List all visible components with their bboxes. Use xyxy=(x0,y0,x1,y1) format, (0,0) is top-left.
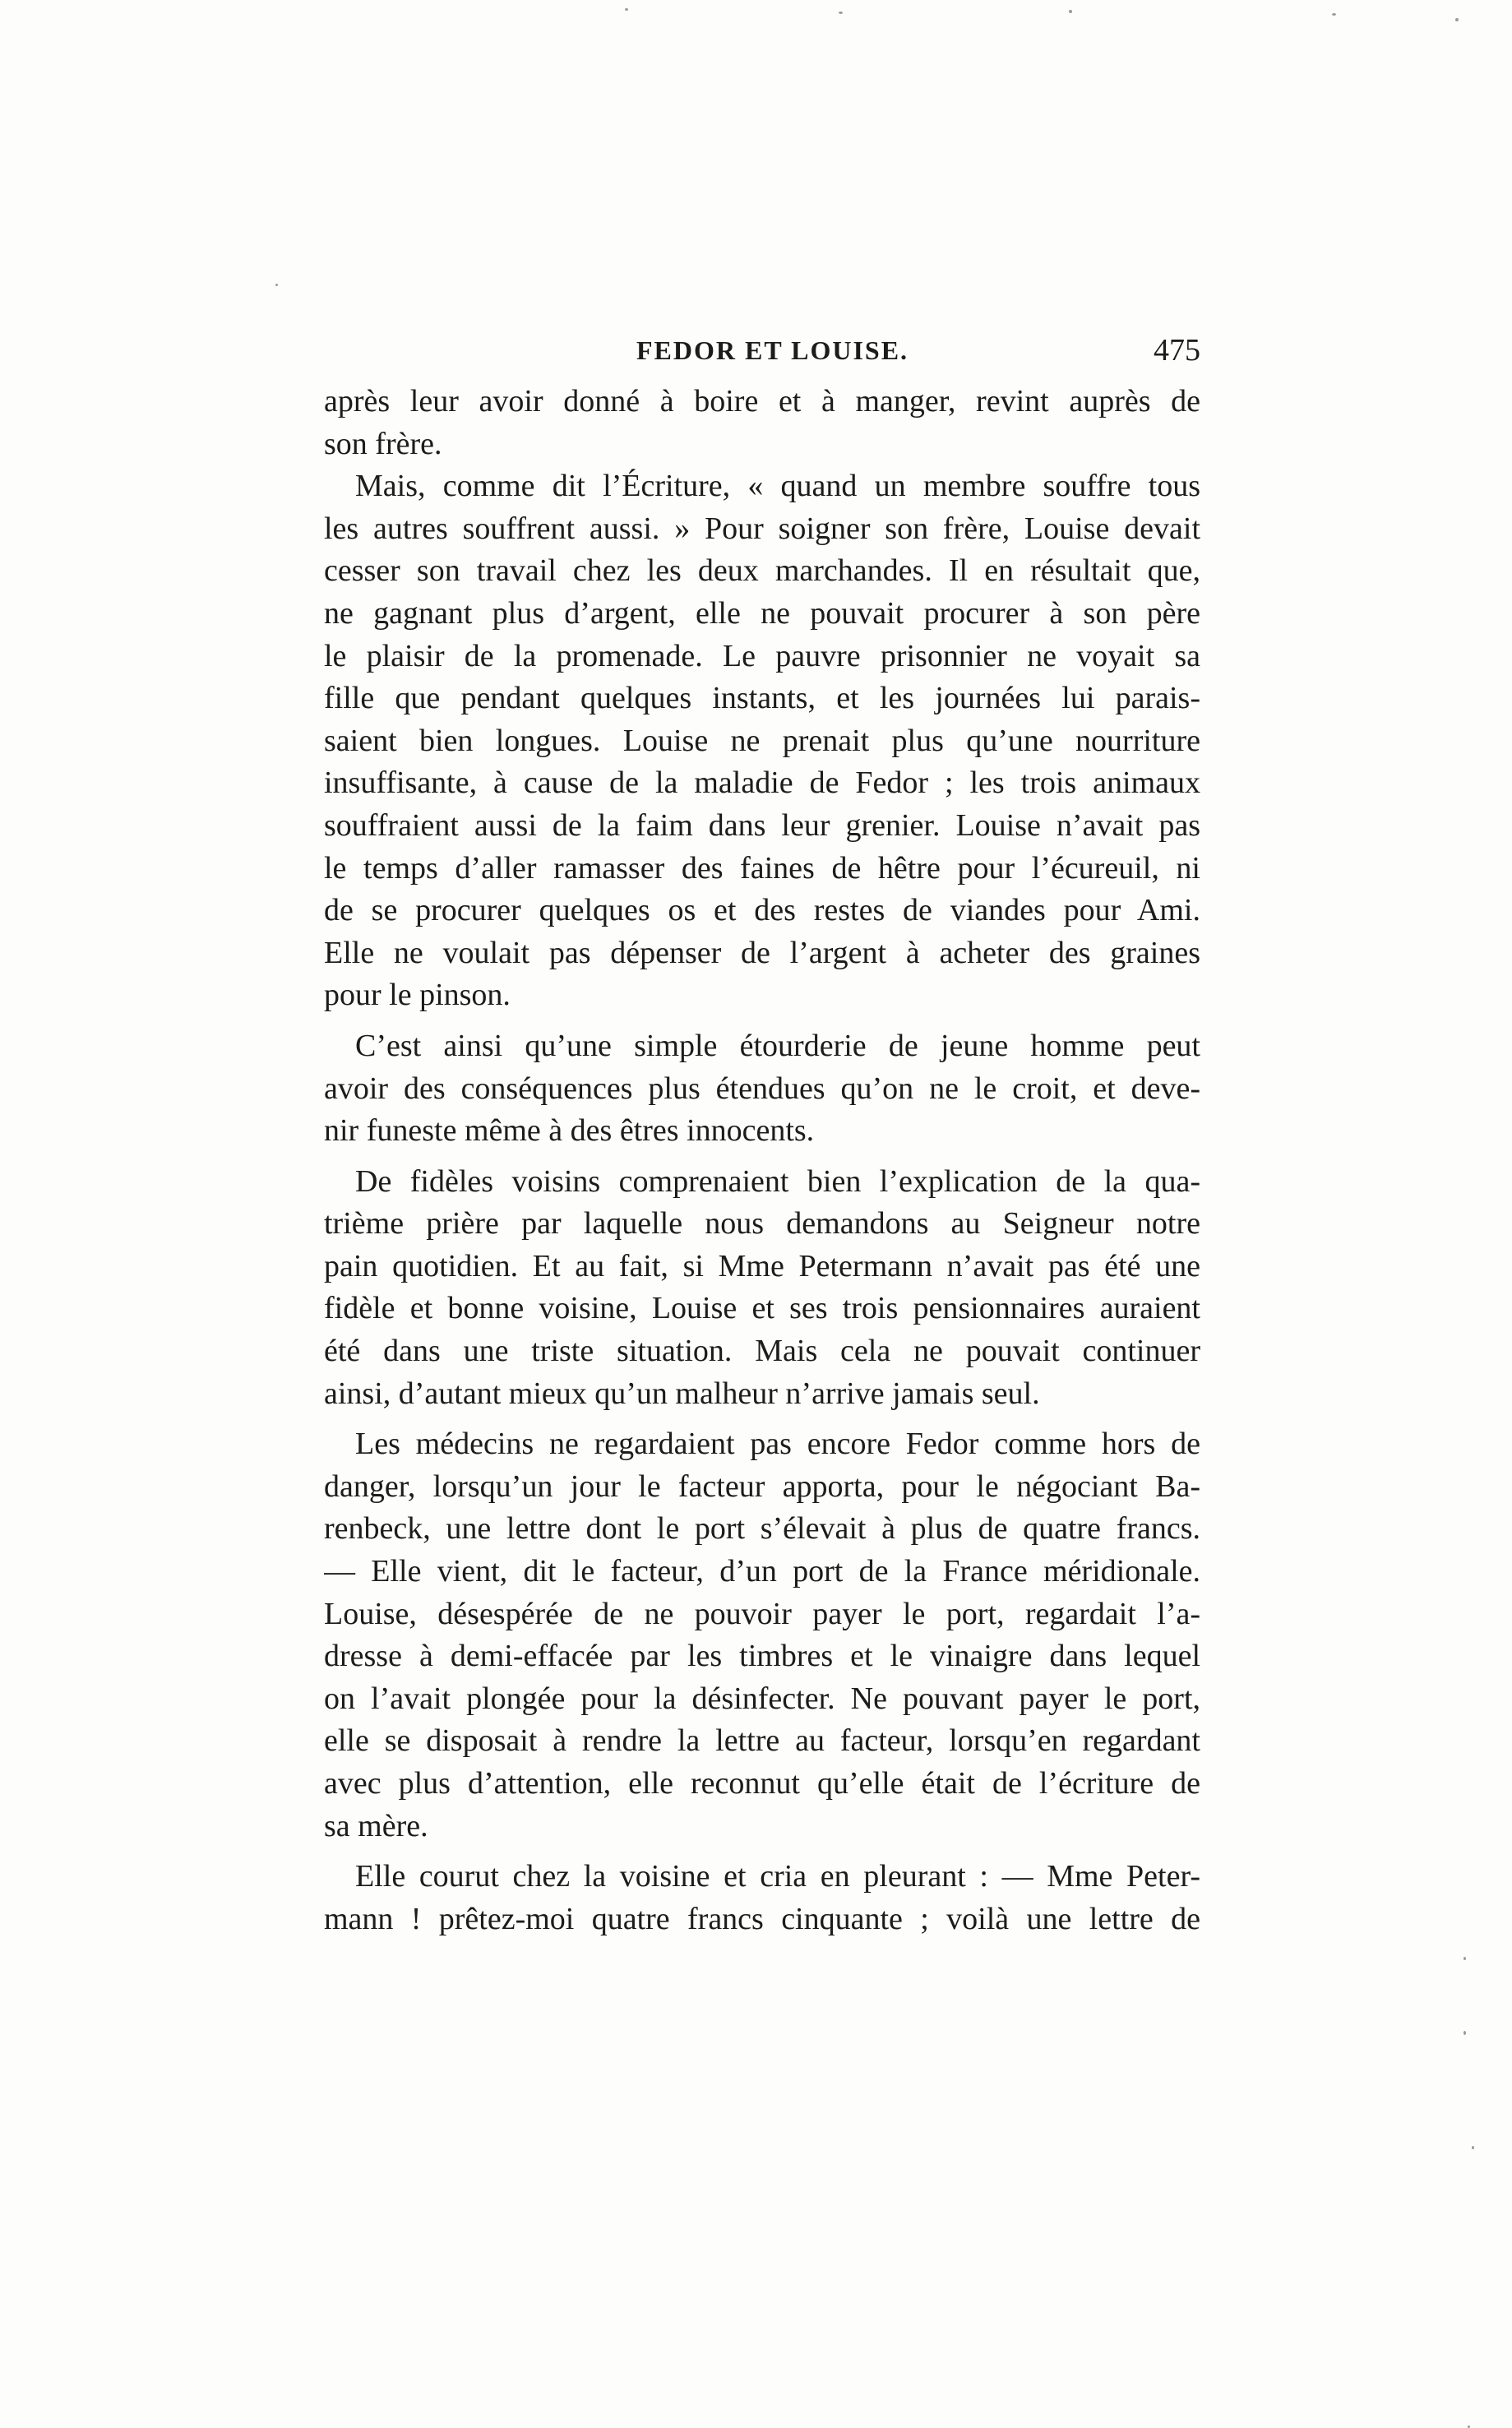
body-text xyxy=(324,381,1200,1940)
text-line: après leur avoir donné à boire et à manger, revint auprès de xyxy=(324,384,1200,419)
text-line: ne gagnant plus d’argent, elle ne pouvait procurer à son père xyxy=(324,595,1200,631)
text-line: fille que pendant quelques instants, et les journées lui parais- xyxy=(324,681,1200,716)
text-line: avec plus d’attention, elle reconnut qu’elle était de l’écriture de xyxy=(324,1766,1200,1801)
scan-speck xyxy=(839,12,843,14)
text-line: le temps d’aller ramasser des faines de hêtre pour l’écureuil, ni xyxy=(324,850,1200,886)
text-line: mann ! prêtez-moi quatre francs cinquante ; voilà une lettre de xyxy=(324,1901,1200,1936)
text-line: pain quotidien. Et au fait, si Mme Petermann n’avait pas été une xyxy=(324,1248,1200,1283)
text-line: ainsi, d’autant mieux qu’un malheur n’arrive jamais seul. xyxy=(324,1376,1040,1411)
text-line: fidèle et bonne voisine, Louise et ses trois pensionnaires auraient xyxy=(324,1291,1200,1326)
text-line: son frère. xyxy=(324,426,442,461)
scan-speck xyxy=(1463,2031,1466,2035)
text-line: Mais, comme dit l’Écriture, « quand un membre souffre tous xyxy=(355,469,1200,504)
text-line: pour le pinson. xyxy=(324,978,511,1013)
text-line: danger, lorsqu’un jour le facteur apporta, pour le négociant Ba- xyxy=(324,1468,1200,1504)
text-line: dresse à demi-effacée par les timbres et le vinaigre dans lequel xyxy=(324,1639,1200,1674)
text-line: de se procurer quelques os et des restes de viandes pour Ami. xyxy=(324,893,1200,928)
running-title: FEDOR ET LOUISE. xyxy=(636,335,909,365)
text-line: souffraient aussi de la faim dans leur grenier. Louise n’avait pas xyxy=(324,807,1200,843)
text-line: Elle courut chez la voisine et cria en pleurant : — Mme Peter- xyxy=(355,1859,1200,1894)
text-line: le plaisir de la promenade. Le pauvre prisonnier ne voyait sa xyxy=(324,638,1200,673)
scan-speck xyxy=(275,284,278,286)
scan-speck xyxy=(1069,10,1072,13)
text-line: insuffisante, à cause de la maladie de Fedor ; les trois animaux xyxy=(324,765,1200,801)
text-line: trième prière par laquelle nous demandons au Seigneur notre xyxy=(324,1206,1200,1242)
scan-speck xyxy=(1463,1957,1466,1960)
scan-speck xyxy=(1472,2146,1474,2149)
running-head xyxy=(324,329,1200,378)
text-line: nir funeste même à des êtres innocents. xyxy=(324,1113,815,1149)
scan-speck xyxy=(625,8,628,11)
scan-speck xyxy=(1332,13,1336,16)
text-line: cesser son travail chez les deux marchandes. Il en résultait que, xyxy=(324,553,1200,589)
text-line: saient bien longues. Louise ne prenait plus qu’une nourriture xyxy=(324,723,1200,758)
text-line: C’est ainsi qu’une simple étourderie de jeune homme peut xyxy=(355,1028,1200,1063)
text-line: — Elle vient, dit le facteur, d’un port de la France méridionale. xyxy=(324,1554,1200,1589)
text-line: avoir des conséquences plus étendues qu’on ne le croit, et deve- xyxy=(324,1071,1200,1106)
text-line: été dans une triste situation. Mais cela ne pouvait continuer xyxy=(324,1334,1200,1369)
text-line: les autres souffrent aussi. » Pour soigner son frère, Louise devait xyxy=(324,511,1200,546)
text-line: sa mère. xyxy=(324,1808,428,1843)
page-number: 475 xyxy=(1154,333,1200,368)
text-line: Elle ne voulait pas dépenser de l’argent à acheter des graines xyxy=(324,935,1200,970)
text-line: renbeck, une lettre dont le port s’élevait à plus de quatre francs. xyxy=(324,1511,1200,1547)
text-line: De fidèles voisins comprenaient bien l’explication de la qua- xyxy=(355,1163,1200,1199)
text-line: elle se disposait à rendre la lettre au facteur, lorsqu’en regardant xyxy=(324,1723,1200,1759)
scan-speck xyxy=(1455,18,1459,21)
text-line: Les médecins ne regardaient pas encore Fedor comme hors de xyxy=(355,1427,1200,1462)
text-line: Louise, désespérée de ne pouvoir payer le port, regardait l’a- xyxy=(324,1596,1200,1631)
text-line: on l’avait plongée pour la désinfecter. Ne pouvant payer le port, xyxy=(324,1681,1200,1716)
